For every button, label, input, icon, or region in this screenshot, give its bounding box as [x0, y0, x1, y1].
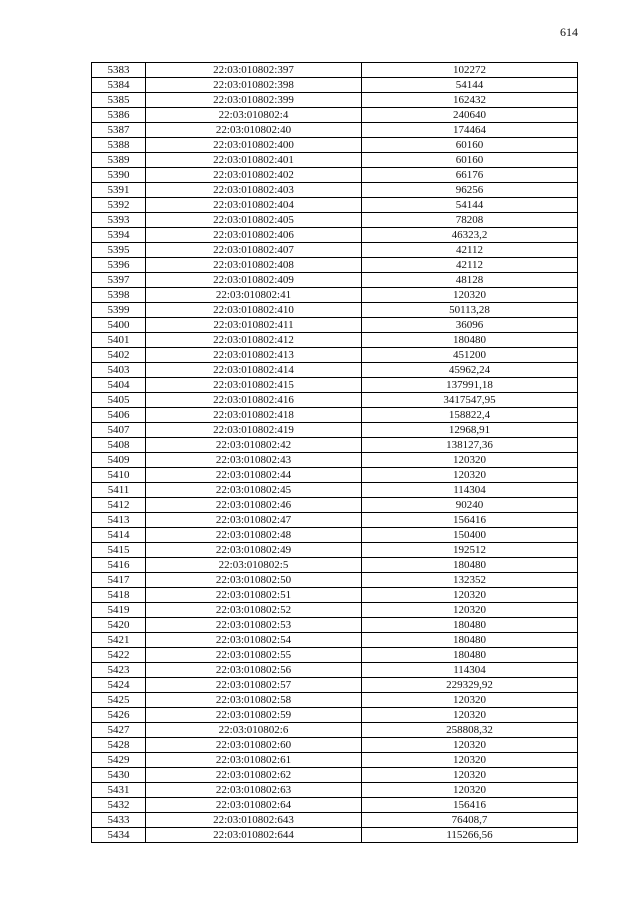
cadastral-number-cell: 22:03:010802:404 [146, 198, 362, 213]
cadastral-number-cell: 22:03:010802:51 [146, 588, 362, 603]
table-row [92, 453, 578, 468]
table-row [92, 363, 578, 378]
table-row [92, 438, 578, 453]
value-cell: 3417547,95 [362, 393, 578, 408]
cadastral-number-cell: 22:03:010802:48 [146, 528, 362, 543]
table-row [92, 408, 578, 423]
table-row [92, 228, 578, 243]
value-cell: 120320 [362, 468, 578, 483]
row-number-cell: 5399 [92, 303, 146, 318]
value-cell: 174464 [362, 123, 578, 138]
value-cell: 120320 [362, 288, 578, 303]
value-cell: 60160 [362, 138, 578, 153]
cadastral-number-cell: 22:03:010802:61 [146, 753, 362, 768]
cadastral-number-cell: 22:03:010802:415 [146, 378, 362, 393]
table-row [92, 663, 578, 678]
table-row [92, 813, 578, 828]
table-row [92, 198, 578, 213]
table-row [92, 513, 578, 528]
table-row [92, 93, 578, 108]
value-cell: 229329,92 [362, 678, 578, 693]
row-number-cell: 5397 [92, 273, 146, 288]
row-number-cell: 5391 [92, 183, 146, 198]
table-row [92, 243, 578, 258]
value-cell: 50113,28 [362, 303, 578, 318]
row-number-cell: 5385 [92, 93, 146, 108]
cadastral-number-cell: 22:03:010802:54 [146, 633, 362, 648]
row-number-cell: 5394 [92, 228, 146, 243]
cadastral-number-cell: 22:03:010802:64 [146, 798, 362, 813]
value-cell: 162432 [362, 93, 578, 108]
cadastral-number-cell: 22:03:010802:416 [146, 393, 362, 408]
value-cell: 76408,7 [362, 813, 578, 828]
table-row [92, 648, 578, 663]
table-row [92, 738, 578, 753]
row-number-cell: 5431 [92, 783, 146, 798]
table-row [92, 693, 578, 708]
table-row [92, 708, 578, 723]
table-row [92, 828, 578, 843]
value-cell: 158822,4 [362, 408, 578, 423]
table-row [92, 723, 578, 738]
row-number-cell: 5422 [92, 648, 146, 663]
value-cell: 180480 [362, 648, 578, 663]
cadastral-number-cell: 22:03:010802:46 [146, 498, 362, 513]
row-number-cell: 5430 [92, 768, 146, 783]
table-row [92, 348, 578, 363]
row-number-cell: 5421 [92, 633, 146, 648]
value-cell: 120320 [362, 768, 578, 783]
value-cell: 36096 [362, 318, 578, 333]
cadastral-number-cell: 22:03:010802:419 [146, 423, 362, 438]
value-cell: 240640 [362, 108, 578, 123]
cadastral-number-cell: 22:03:010802:4 [146, 108, 362, 123]
row-number-cell: 5409 [92, 453, 146, 468]
table-row [92, 483, 578, 498]
cadastral-number-cell: 22:03:010802:62 [146, 768, 362, 783]
table-row [92, 168, 578, 183]
row-number-cell: 5406 [92, 408, 146, 423]
value-cell: 180480 [362, 633, 578, 648]
cadastral-number-cell: 22:03:010802:401 [146, 153, 362, 168]
value-cell: 120320 [362, 603, 578, 618]
table-row [92, 423, 578, 438]
row-number-cell: 5398 [92, 288, 146, 303]
cadastral-number-cell: 22:03:010802:50 [146, 573, 362, 588]
row-number-cell: 5412 [92, 498, 146, 513]
row-number-cell: 5386 [92, 108, 146, 123]
cadastral-number-cell: 22:03:010802:397 [146, 63, 362, 78]
page-number: 614 [560, 25, 578, 39]
cadastral-number-cell: 22:03:010802:643 [146, 813, 362, 828]
cadastral-number-cell: 22:03:010802:644 [146, 828, 362, 843]
value-cell: 78208 [362, 213, 578, 228]
row-number-cell: 5432 [92, 798, 146, 813]
cadastral-number-cell: 22:03:010802:413 [146, 348, 362, 363]
cadastral-number-cell: 22:03:010802:49 [146, 543, 362, 558]
cadastral-number-cell: 22:03:010802:402 [146, 168, 362, 183]
table-row [92, 678, 578, 693]
cadastral-number-cell: 22:03:010802:5 [146, 558, 362, 573]
cadastral-number-cell: 22:03:010802:412 [146, 333, 362, 348]
value-cell: 46323,2 [362, 228, 578, 243]
row-number-cell: 5401 [92, 333, 146, 348]
value-cell: 102272 [362, 63, 578, 78]
cadastral-number-cell: 22:03:010802:60 [146, 738, 362, 753]
row-number-cell: 5414 [92, 528, 146, 543]
cadastral-number-cell: 22:03:010802:411 [146, 318, 362, 333]
value-cell: 96256 [362, 183, 578, 198]
row-number-cell: 5434 [92, 828, 146, 843]
table-row [92, 498, 578, 513]
row-number-cell: 5423 [92, 663, 146, 678]
table-row [92, 318, 578, 333]
row-number-cell: 5392 [92, 198, 146, 213]
cadastral-number-cell: 22:03:010802:57 [146, 678, 362, 693]
cadastral-number-cell: 22:03:010802:45 [146, 483, 362, 498]
row-number-cell: 5383 [92, 63, 146, 78]
value-cell: 114304 [362, 663, 578, 678]
table-row [92, 108, 578, 123]
value-cell: 115266,56 [362, 828, 578, 843]
cadastral-number-cell: 22:03:010802:52 [146, 603, 362, 618]
table-row [92, 753, 578, 768]
value-cell: 42112 [362, 243, 578, 258]
table-row [92, 333, 578, 348]
row-number-cell: 5403 [92, 363, 146, 378]
cadastral-number-cell: 22:03:010802:405 [146, 213, 362, 228]
row-number-cell: 5427 [92, 723, 146, 738]
table-row [92, 63, 578, 78]
table-row [92, 798, 578, 813]
value-cell: 54144 [362, 78, 578, 93]
row-number-cell: 5420 [92, 618, 146, 633]
value-cell: 54144 [362, 198, 578, 213]
row-number-cell: 5384 [92, 78, 146, 93]
value-cell: 258808,32 [362, 723, 578, 738]
row-number-cell: 5425 [92, 693, 146, 708]
cadastral-number-cell: 22:03:010802:400 [146, 138, 362, 153]
table-row [92, 633, 578, 648]
row-number-cell: 5428 [92, 738, 146, 753]
table-row [92, 153, 578, 168]
table-row [92, 183, 578, 198]
cadastral-number-cell: 22:03:010802:408 [146, 258, 362, 273]
value-cell: 90240 [362, 498, 578, 513]
cadastral-number-cell: 22:03:010802:6 [146, 723, 362, 738]
value-cell: 120320 [362, 453, 578, 468]
value-cell: 114304 [362, 483, 578, 498]
value-cell: 180480 [362, 333, 578, 348]
table-row [92, 558, 578, 573]
table-row [92, 303, 578, 318]
row-number-cell: 5426 [92, 708, 146, 723]
cadastral-number-cell: 22:03:010802:403 [146, 183, 362, 198]
cadastral-number-cell: 22:03:010802:53 [146, 618, 362, 633]
row-number-cell: 5413 [92, 513, 146, 528]
table-row [92, 603, 578, 618]
row-number-cell: 5400 [92, 318, 146, 333]
value-cell: 120320 [362, 693, 578, 708]
cadastral-number-cell: 22:03:010802:56 [146, 663, 362, 678]
row-number-cell: 5410 [92, 468, 146, 483]
value-cell: 45962,24 [362, 363, 578, 378]
row-number-cell: 5433 [92, 813, 146, 828]
table-row [92, 378, 578, 393]
row-number-cell: 5419 [92, 603, 146, 618]
table-row [92, 588, 578, 603]
table-row [92, 288, 578, 303]
row-number-cell: 5396 [92, 258, 146, 273]
row-number-cell: 5424 [92, 678, 146, 693]
cadastral-number-cell: 22:03:010802:418 [146, 408, 362, 423]
row-number-cell: 5415 [92, 543, 146, 558]
table-row [92, 78, 578, 93]
value-cell: 120320 [362, 708, 578, 723]
value-cell: 132352 [362, 573, 578, 588]
value-cell: 156416 [362, 798, 578, 813]
table-row [92, 528, 578, 543]
table-row [92, 543, 578, 558]
value-cell: 12968,91 [362, 423, 578, 438]
value-cell: 60160 [362, 153, 578, 168]
table-row [92, 213, 578, 228]
row-number-cell: 5429 [92, 753, 146, 768]
row-number-cell: 5405 [92, 393, 146, 408]
row-number-cell: 5402 [92, 348, 146, 363]
cadastral-number-cell: 22:03:010802:40 [146, 123, 362, 138]
value-cell: 180480 [362, 618, 578, 633]
table-row [92, 618, 578, 633]
value-cell: 138127,36 [362, 438, 578, 453]
cadastral-number-cell: 22:03:010802:42 [146, 438, 362, 453]
value-cell: 120320 [362, 783, 578, 798]
cadastral-number-cell: 22:03:010802:43 [146, 453, 362, 468]
cadastral-value-table [91, 62, 578, 843]
value-cell: 137991,18 [362, 378, 578, 393]
row-number-cell: 5411 [92, 483, 146, 498]
value-cell: 120320 [362, 738, 578, 753]
value-cell: 192512 [362, 543, 578, 558]
value-cell: 120320 [362, 588, 578, 603]
row-number-cell: 5404 [92, 378, 146, 393]
row-number-cell: 5389 [92, 153, 146, 168]
table-row [92, 468, 578, 483]
table-row [92, 273, 578, 288]
value-cell: 48128 [362, 273, 578, 288]
table-body [92, 63, 578, 843]
value-cell: 42112 [362, 258, 578, 273]
cadastral-number-cell: 22:03:010802:55 [146, 648, 362, 663]
cadastral-number-cell: 22:03:010802:58 [146, 693, 362, 708]
row-number-cell: 5387 [92, 123, 146, 138]
cadastral-number-cell: 22:03:010802:409 [146, 273, 362, 288]
row-number-cell: 5417 [92, 573, 146, 588]
table-row [92, 393, 578, 408]
row-number-cell: 5408 [92, 438, 146, 453]
cadastral-number-cell: 22:03:010802:47 [146, 513, 362, 528]
value-cell: 180480 [362, 558, 578, 573]
table-row [92, 573, 578, 588]
table-row [92, 123, 578, 138]
value-cell: 150400 [362, 528, 578, 543]
table-row [92, 138, 578, 153]
cadastral-number-cell: 22:03:010802:59 [146, 708, 362, 723]
cadastral-number-cell: 22:03:010802:63 [146, 783, 362, 798]
table-row [92, 768, 578, 783]
value-cell: 66176 [362, 168, 578, 183]
cadastral-number-cell: 22:03:010802:399 [146, 93, 362, 108]
row-number-cell: 5388 [92, 138, 146, 153]
cadastral-number-cell: 22:03:010802:410 [146, 303, 362, 318]
cadastral-number-cell: 22:03:010802:41 [146, 288, 362, 303]
cadastral-number-cell: 22:03:010802:406 [146, 228, 362, 243]
table-row [92, 258, 578, 273]
value-cell: 120320 [362, 753, 578, 768]
row-number-cell: 5418 [92, 588, 146, 603]
cadastral-number-cell: 22:03:010802:398 [146, 78, 362, 93]
table-row [92, 783, 578, 798]
row-number-cell: 5393 [92, 213, 146, 228]
cadastral-number-cell: 22:03:010802:44 [146, 468, 362, 483]
row-number-cell: 5407 [92, 423, 146, 438]
value-cell: 451200 [362, 348, 578, 363]
row-number-cell: 5390 [92, 168, 146, 183]
value-cell: 156416 [362, 513, 578, 528]
cadastral-number-cell: 22:03:010802:414 [146, 363, 362, 378]
row-number-cell: 5395 [92, 243, 146, 258]
row-number-cell: 5416 [92, 558, 146, 573]
cadastral-number-cell: 22:03:010802:407 [146, 243, 362, 258]
